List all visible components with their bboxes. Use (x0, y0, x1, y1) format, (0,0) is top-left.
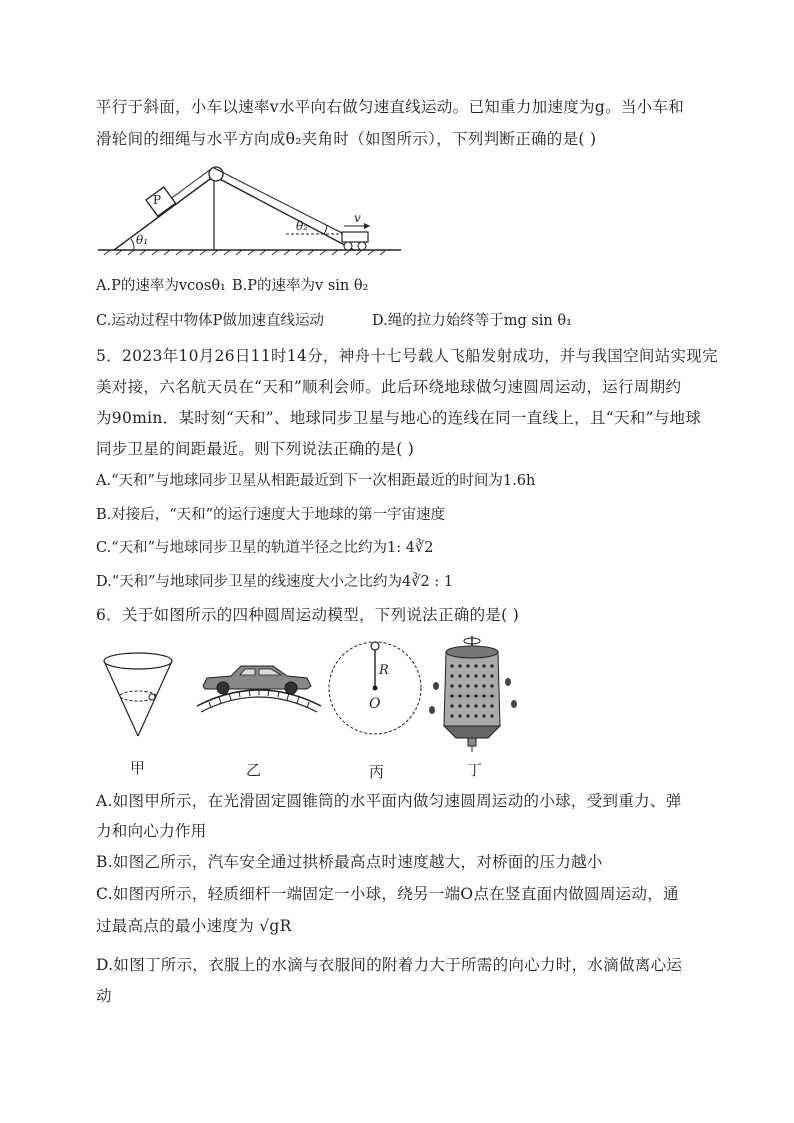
radius-label: R (379, 663, 389, 678)
theta2-label: θ₂ (296, 219, 309, 233)
q5-option-a: A.“天和”与地球同步卫星从相距最近到下一次相距最近的时间为1.6h (96, 473, 536, 489)
q6-option-d-line-1: D.如图丁所示，衣服上的水滴与衣服间的附着力大于所需的向心力时，水滴做离心运 (96, 956, 683, 974)
box-label: P (153, 193, 162, 207)
q5-option-d: D.“天和”与地球同步卫星的线速度大小之比约为4∛2 : 1 (96, 574, 454, 590)
rod-circle-figure (327, 640, 423, 736)
q4-option-c: C.运动过程中物体P做加速直线运动 (96, 313, 324, 329)
car-bridge-figure (195, 656, 325, 716)
center-label: O (369, 696, 381, 712)
q6-option-c-line-2: 过最高点的最小速度为 √gR (96, 917, 292, 935)
q5-stem-line-3: 为90min．某时刻“天和”、地球同步卫星与地心的连线在同一直线上，且“天和”与地球 (96, 409, 702, 427)
figure-label-ding: 丁 (467, 761, 483, 779)
q5-stem-line-4: 同步卫星的间距最近。则下列说法正确的是( ) (96, 440, 415, 458)
q6-stem: 6．关于如图所示的四种圆周运动模型，下列说法正确的是( ) (96, 606, 520, 624)
q6-option-a-line-2: 力和向心力作用 (96, 822, 207, 840)
figure-label-bing: 丙 (369, 763, 385, 781)
q4-stem-line-1: 平行于斜面，小车以速率v水平向右做匀速直线运动。已知重力加速度为g。当小车和 (96, 98, 685, 116)
q5-stem-line-2: 美对接，六名航天员在“天和”顺利会师。此后环绕地球做匀速圆周运动，运行周期约 (96, 378, 682, 396)
q5-stem-line-1: 5．2023年10月26日11时14分，神舟十七号载人飞船发射成功，并与我国空间站实现完 (96, 347, 718, 365)
incline-pulley-figure (96, 160, 406, 256)
q4-option-a: A.P的速率为vcosθ₁ (96, 278, 226, 294)
q6-option-b: B.如图乙所示，汽车安全通过拱桥最高点时速度越大，对桥面的压力越小 (96, 853, 603, 871)
q5-option-b: B.对接后，“天和”的运行速度大于地球的第一宇宙速度 (96, 507, 446, 523)
figure-label-jia: 甲 (130, 759, 146, 777)
q4-option-d: D.绳的拉力始终等于mg sin θ₁ (372, 313, 572, 329)
q6-option-c-line-1: C.如图丙所示，轻质细杆一端固定一小球，绕另一端O点在竖直面内做圆周运动，通 (96, 885, 679, 903)
theta1-label: θ₁ (136, 233, 149, 247)
q6-option-a-line-1: A.如图甲所示，在光滑固定圆锥筒的水平面内做匀速圆周运动的小球，受到重力、弹 (96, 792, 682, 810)
spin-drum-figure (428, 634, 518, 754)
q4-stem-line-2: 滑轮间的细绳与水平方向成θ₂夹角时（如图所示），下列判断正确的是( ) (96, 130, 597, 148)
cone-figure (100, 650, 180, 740)
velocity-label: v (354, 211, 361, 225)
q4-option-b: B.P的速率为v sin θ₂ (232, 278, 369, 294)
figure-label-yi: 乙 (246, 761, 262, 779)
q6-option-d-line-2: 动 (96, 987, 112, 1005)
q5-option-c: C.“天和”与地球同步卫星的轨道半径之比约为1: 4∛2 (96, 540, 434, 556)
